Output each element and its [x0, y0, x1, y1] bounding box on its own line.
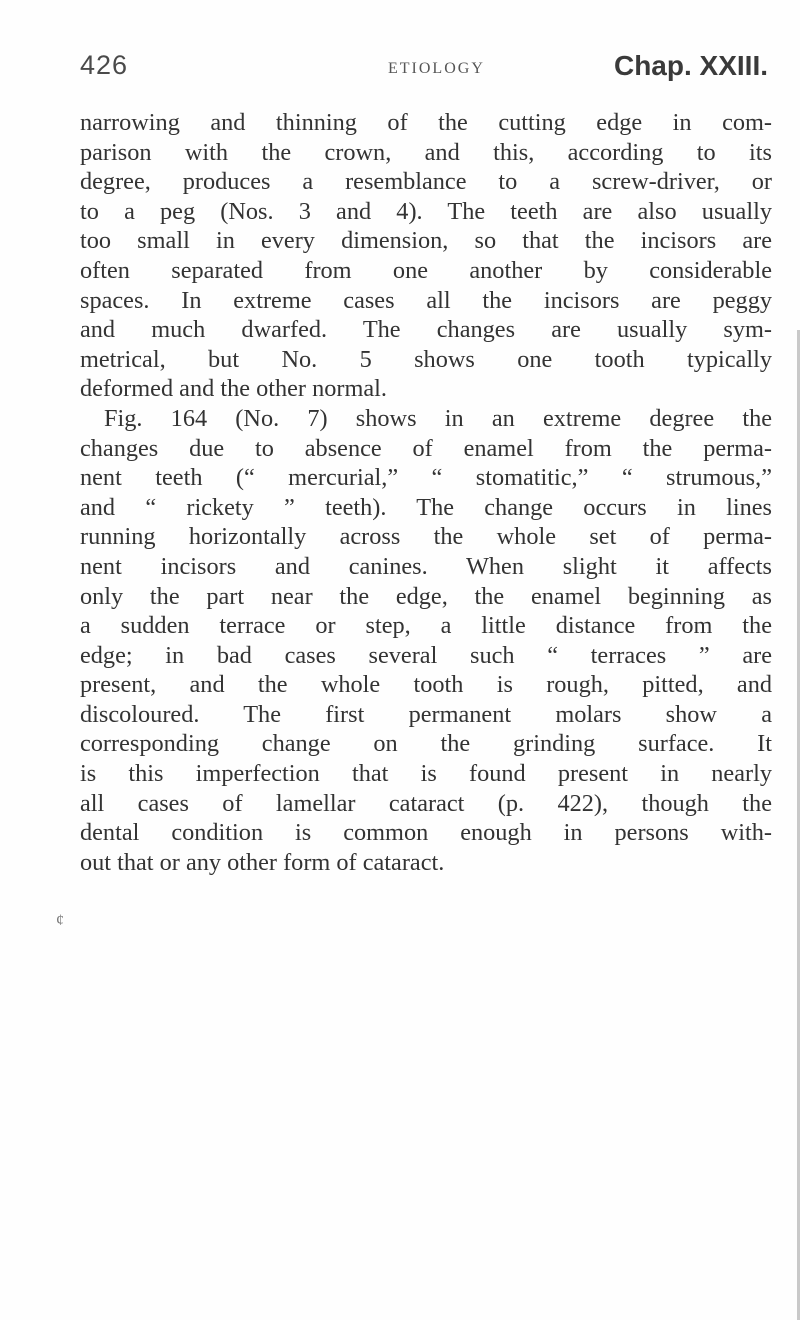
running-head: ETIOLOGY: [388, 60, 485, 77]
text-line: parison with the crown, and this, according to its: [80, 138, 772, 166]
body-text: [80, 108, 772, 877]
text-line: edge; in bad cases several such “ terraces ” are: [80, 641, 772, 669]
paragraph-start-line: Fig. 164 (No. 7) shows in an extreme degree the: [104, 404, 772, 432]
text-line: nent teeth (“ mercurial,” “ stomatitic,” “ strumous,”: [80, 464, 772, 492]
text-line: narrowing and thinning of the cutting edge in com-: [80, 109, 772, 136]
page-header: [80, 50, 768, 90]
text-line: nent incisors and canines. When slight it affects: [80, 552, 772, 580]
text-line: all cases of lamellar cataract (p. 422), though the: [80, 789, 772, 817]
chapter-label: Chap. XXIII.: [613, 50, 768, 81]
text-line: discoloured. The first permanent molars show a: [80, 700, 772, 728]
text-line: corresponding change on the grinding surface. It: [80, 730, 772, 758]
text-line: is this imperfection that is found present in nearly: [80, 760, 772, 788]
text-line: metrical, but No. 5 shows one tooth typically: [80, 345, 772, 373]
text-line: often separated from one another by considerable: [80, 256, 772, 284]
text-line: running horizontally across the whole set of perma-: [80, 523, 772, 551]
text-line: only the part near the edge, the enamel beginning as: [80, 582, 772, 610]
text-line: dental condition is common enough in persons with-: [80, 819, 772, 847]
text-line: changes due to absence of enamel from the perma-: [80, 434, 772, 462]
paragraph-end-line: out that or any other form of cataract.: [80, 848, 445, 876]
text-line: too small in every dimension, so that the incisors are: [80, 227, 772, 255]
text-line: to a peg (Nos. 3 and 4). The teeth are also usually: [80, 197, 772, 225]
paragraph-end-line: deformed and the other normal.: [80, 375, 387, 403]
text-line: spaces. In extreme cases all the incisors are peggy: [80, 286, 772, 314]
margin-mark: ¢: [56, 912, 64, 929]
page-number: 426: [80, 50, 129, 80]
text-line: a sudden terrace or step, a little distance from the: [80, 612, 772, 640]
text-line: and “ rickety ” teeth). The change occurs in lines: [80, 493, 772, 521]
text-line: degree, produces a resemblance to a screw-driver, or: [80, 168, 772, 196]
text-line: and much dwarfed. The changes are usually sym-: [80, 316, 772, 344]
text-line: present, and the whole tooth is rough, pitted, and: [80, 671, 772, 699]
